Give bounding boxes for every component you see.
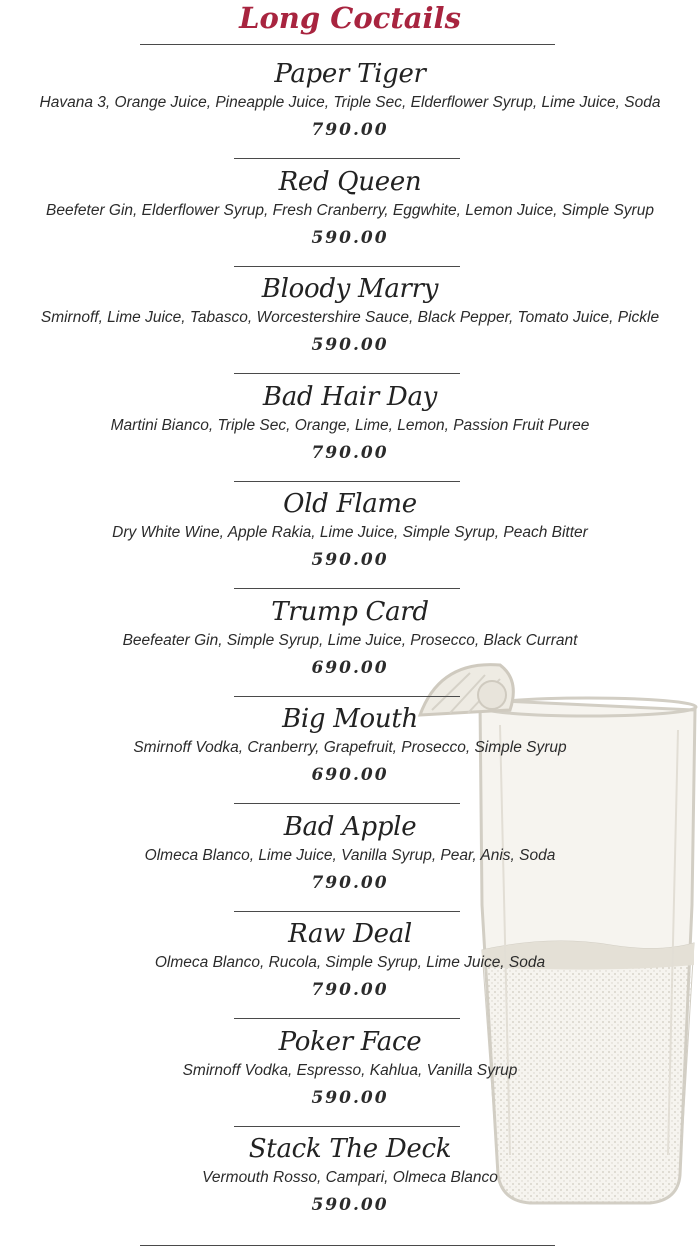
- item-description: Vermouth Rosso, Campari, Olmeca Blanco: [202, 1169, 498, 1186]
- item-divider: [234, 266, 460, 267]
- item-divider: [234, 481, 460, 482]
- menu-title: Long Coctails: [239, 1, 461, 35]
- item-divider: [234, 1126, 460, 1127]
- item-divider: [234, 373, 460, 374]
- item-price: 590.00: [311, 1195, 389, 1215]
- item-description: Smirnoff Vodka, Cranberry, Grapefruit, Prosecco, Simple Syrup: [133, 739, 567, 756]
- item-description: Olmeca Blanco, Lime Juice, Vanilla Syrup, Pear, Anis, Soda: [144, 846, 556, 864]
- item-price: 790.00: [311, 980, 389, 1000]
- menu-item-red-queen: [0, 162, 700, 270]
- item-description: Beefeter Gin, Elderflower Syrup, Fresh Cranberry, Eggwhite, Lemon Juice, Simple Syrup: [46, 201, 654, 219]
- item-price: 590.00: [311, 550, 389, 570]
- item-price: 790.00: [311, 442, 389, 463]
- menu-item-old-flame: [0, 484, 700, 592]
- item-description: Smirnoff Vodka, Espresso, Kahlua, Vanilla Syrup: [182, 1061, 518, 1079]
- item-name: Bad Hair Day: [262, 381, 438, 412]
- menu-item-poker-face: [0, 1022, 700, 1130]
- item-price: 790.00: [311, 872, 389, 893]
- item-description: Beefeater Gin, Simple Syrup, Lime Juice, Prosecco, Black Currant: [122, 631, 578, 649]
- item-price: 590.00: [311, 1087, 389, 1108]
- item-name: Raw Deal: [288, 919, 412, 949]
- item-description: Olmeca Blanco, Rucola, Simple Syrup, Lime Juice, Soda: [154, 954, 546, 971]
- item-description: Martini Bianco, Triple Sec, Orange, Lime, Lemon, Passion Fruit Puree: [110, 416, 590, 434]
- item-description: Smirnoff, Lime Juice, Tabasco, Worcestershire Sauce, Black Pepper, Tomato Juice, Pickle: [40, 309, 660, 326]
- item-divider: [234, 588, 460, 589]
- menu-item-bloody-marry: [0, 269, 700, 377]
- item-name: Old Flame: [283, 489, 417, 519]
- item-description: Havana 3, Orange Juice, Pineapple Juice, Triple Sec, Elderflower Syrup, Lime Juice, Soda: [39, 94, 661, 111]
- item-price: 790.00: [311, 120, 389, 140]
- item-description: Dry White Wine, Apple Rakia, Lime Juice, Simple Syrup, Peach Bitter: [112, 524, 588, 541]
- item-name: Bad Apple: [283, 811, 417, 842]
- item-price: 690.00: [311, 765, 389, 785]
- item-price: 690.00: [311, 657, 389, 678]
- menu-item-bad-apple: [0, 807, 700, 915]
- item-name: Trump Card: [271, 596, 429, 627]
- menu-item-bad-hair-day: [0, 377, 700, 485]
- menu-item-raw-deal: [0, 914, 700, 1022]
- item-name: Stack The Deck: [248, 1134, 452, 1164]
- item-name: Paper Tiger: [274, 59, 426, 89]
- cocktail-list: [0, 54, 700, 1237]
- item-price: 590.00: [311, 335, 389, 355]
- menu-item-trump-card: [0, 592, 700, 700]
- item-divider: [234, 911, 460, 912]
- item-name: Poker Face: [278, 1026, 422, 1057]
- title-divider: [140, 44, 555, 45]
- item-name: Bloody Marry: [261, 274, 439, 304]
- bottom-divider: [140, 1245, 555, 1246]
- item-divider: [234, 158, 460, 159]
- menu-item-stack-the-deck: [0, 1129, 700, 1237]
- item-name: Big Mouth: [282, 704, 418, 734]
- item-divider: [234, 696, 460, 697]
- menu-item-paper-tiger: [0, 54, 700, 162]
- item-divider: [234, 1018, 460, 1019]
- item-name: Red Queen: [278, 166, 422, 197]
- item-divider: [234, 803, 460, 804]
- item-price: 590.00: [311, 227, 389, 248]
- menu-item-big-mouth: [0, 699, 700, 807]
